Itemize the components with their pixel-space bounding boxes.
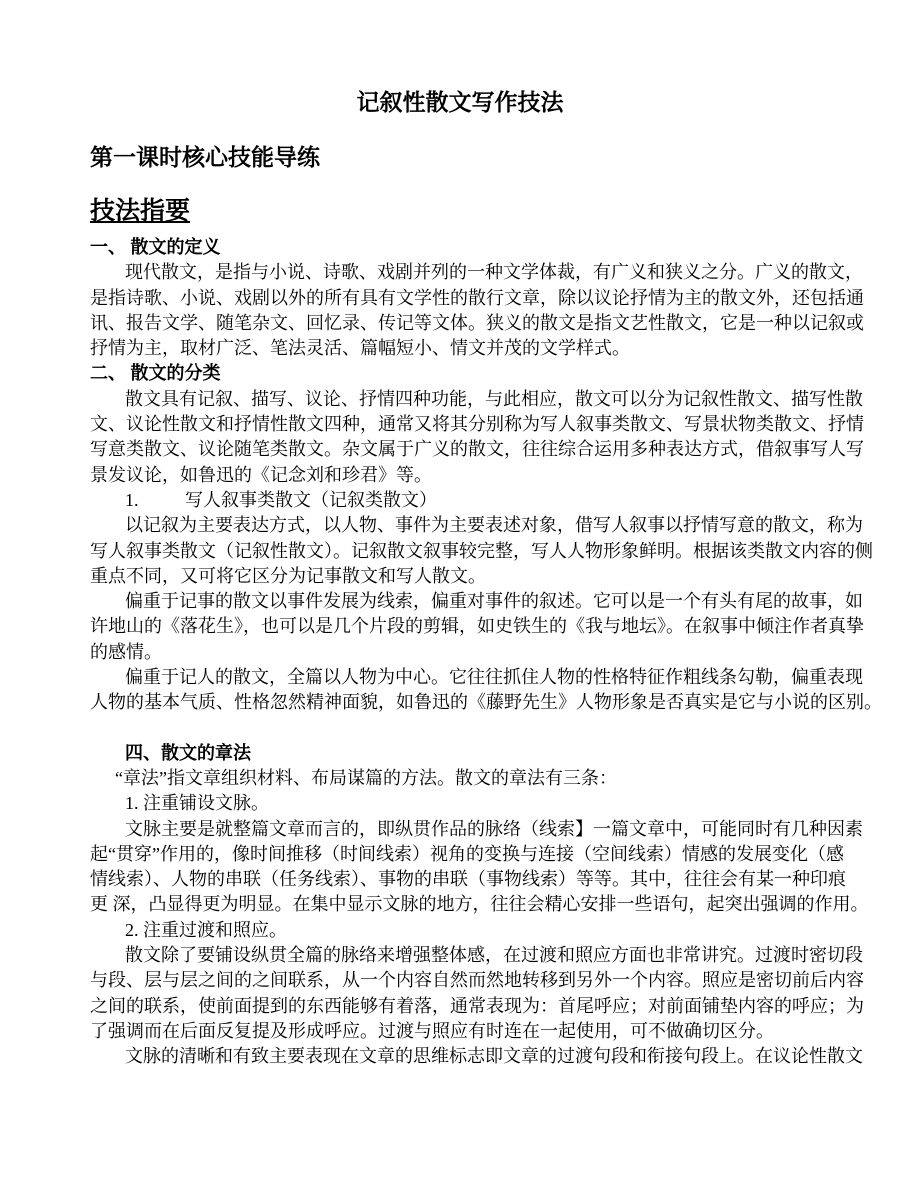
list-item: 2. 注重过渡和照应。 bbox=[125, 919, 287, 940]
paragraph-line: 了强调而在后面反复提及形成呼应。过渡与照应有时连在一起使用，可不做确切区分。 bbox=[90, 1020, 774, 1041]
paragraph-line: 景发议论，如鲁迅的《记念刘和珍君》等。 bbox=[90, 464, 432, 485]
section-heading: 一、 散文的定义 bbox=[90, 237, 221, 257]
paragraph bbox=[90, 260, 864, 361]
paragraph-line: 许地山的《落花生》，也可以是几个片段的剪辑，如史铁生的《我与地坛》。在叙事中倾注作者真挚 bbox=[90, 616, 864, 637]
paragraph-line: 是指诗歌、小说、戏剧以外的所有具有文学性的散行文章，除以议论抒情为主的散文外，还包括通 bbox=[90, 287, 864, 308]
paragraph-line: 的感情。 bbox=[90, 641, 162, 662]
paragraph bbox=[90, 589, 864, 665]
paragraph-line: 情线索）、人物的串联（任务线索）、事物的串联（事物线索）等等。其中，往往会有某一种印痕 bbox=[90, 869, 846, 890]
paragraph-line: 起“贯穿”作用的，像时间推移（时间线索）视角的变换与连接（空间线索）情感的发展变化（感 bbox=[90, 843, 844, 864]
list-item bbox=[90, 488, 830, 513]
paragraph-line: 之间的联系，使前面提到的东西能够有着落，通常表现为：首尾呼应；对前面铺垫内容的呼应；为 bbox=[90, 995, 864, 1016]
list-text: 写人叙事类散文（记叙类散文） bbox=[185, 489, 437, 510]
paragraph-line: 更 深，凸显得更为明显。在集中显示文脉的地方，往往会精心安排一些语句，起突出强调的作用。 bbox=[90, 894, 869, 915]
section-heading: 四、散文的章法 bbox=[125, 742, 251, 763]
paragraph bbox=[90, 817, 869, 918]
paragraph bbox=[90, 1044, 863, 1069]
paragraph-line: 与段、层与层之间的之间联系，从一个内容自然而然地转移到另外一个内容。照应是密切前后内容 bbox=[90, 970, 864, 991]
guide-heading: 技法指要 bbox=[90, 198, 191, 225]
document-body bbox=[90, 235, 882, 1070]
paragraph-line: 讯、报告文学、随笔杂文、回忆录、传记等文体。狭义的散文是指文艺性散文，它是一种以记叙或 bbox=[90, 312, 864, 333]
paragraph-line: 抒情为主，取材广泛、笔法灵活、篇幅短小、情文并茂的文学样式。 bbox=[90, 338, 630, 359]
paragraph bbox=[90, 665, 882, 716]
paragraph bbox=[90, 387, 864, 488]
list-number: 1. bbox=[125, 489, 139, 510]
section-intro: “章法”指文章组织材料、布局谋篇的方法。散文的章法有三条： bbox=[115, 767, 617, 788]
paragraph-line: 人物的基本气质、性格忽然精神面貌，如鲁迅的《藤野先生》人物形象是否真实是它与小说的区别。 bbox=[90, 692, 882, 713]
section-heading: 二、 散文的分类 bbox=[90, 363, 221, 384]
paragraph-line: 散文除了要铺设纵贯全篇的脉络来增强整体感，在过渡和照应方面也非常讲究。过渡时密切段 bbox=[125, 945, 863, 966]
list-item: 1. 注重铺设文脉。 bbox=[125, 793, 269, 814]
paragraph-line: 写人叙事类散文（记叙性散文）。记叙散文叙事较完整，写人人物形象鲜明。根据该类散文内容的侧 bbox=[90, 540, 873, 561]
paragraph-line: 现代散文，是指与小说、诗歌、戏剧并列的一种文学体裁，有广义和狭义之分。广义的散文， bbox=[125, 262, 863, 283]
paragraph-line: 文脉主要是就整篇文章而言的，即纵贯作品的脉络（线索】一篇文章中，可能同时有几种因素 bbox=[125, 818, 863, 839]
paragraph-line: 写意类散文、议论随笔类散文。杂文属于广义的散文，往往综合运用多种表达方式，借叙事写人写 bbox=[90, 439, 864, 460]
paragraph-line: 文脉的清晰和有致主要表现在文章的思维标志即文章的过渡句段和衔接句段上。在议论性散文 bbox=[125, 1046, 863, 1067]
paragraph-line: 偏重于记人的散文，全篇以人物为中心。它往往抓住人物的性格特征作粗线条勾勒，偏重表现 bbox=[125, 667, 863, 688]
paragraph-line: 偏重于记事的散文以事件发展为线索，偏重对事件的叙述。它可以是一个有头有尾的故事，如 bbox=[125, 591, 863, 612]
document-title: 记叙性散文写作技法 bbox=[356, 90, 564, 115]
paragraph-line: 重点不同，又可将它区分为记事散文和写人散文。 bbox=[90, 565, 486, 586]
paragraph-line: 散文具有记叙、描写、议论、抒情四种功能，与此相应，散文可以分为记叙性散文、描写性散 bbox=[125, 388, 863, 409]
paragraph bbox=[90, 513, 873, 589]
lesson-heading: 第一课时核心技能导练 bbox=[90, 145, 320, 170]
paragraph bbox=[90, 943, 864, 1044]
paragraph-line: 以记叙为主要表达方式，以人物、事件为主要表述对象，借写人叙事以抒情写意的散文，称为 bbox=[125, 515, 863, 536]
paragraph-line: 文、议论性散文和抒情性散文四种，通常又将其分别称为写人叙事类散文、写景状物类散文、抒情 bbox=[90, 414, 864, 435]
